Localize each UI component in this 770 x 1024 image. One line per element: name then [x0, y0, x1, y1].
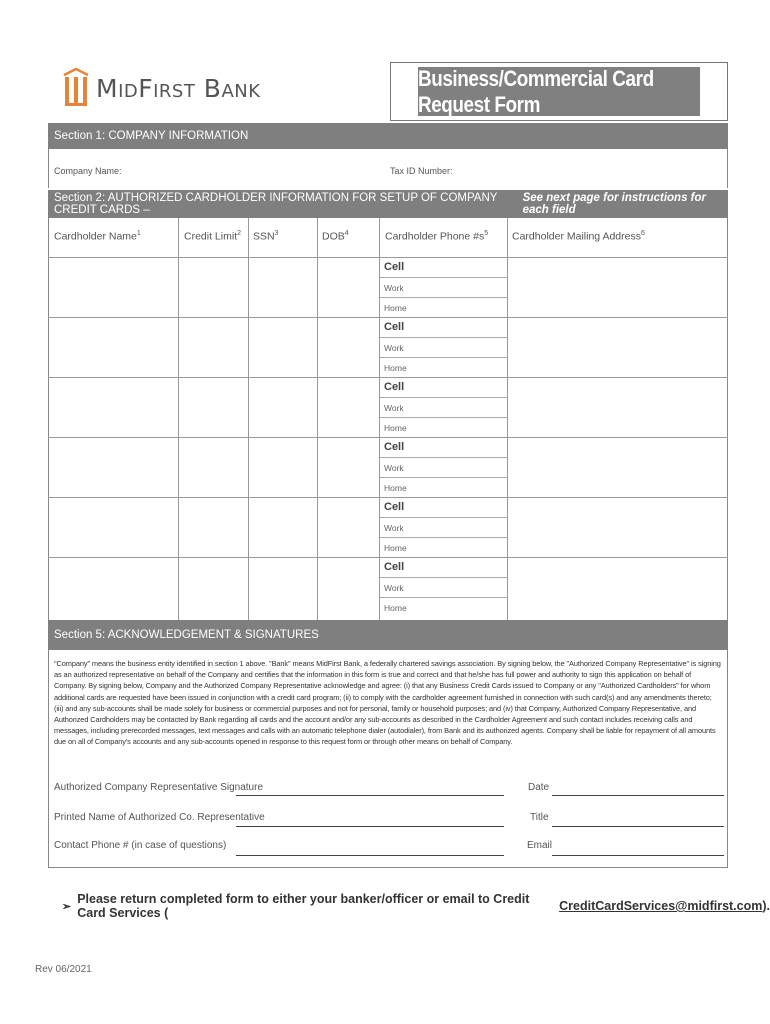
phone-work-label: Work — [384, 403, 404, 413]
email-line[interactable] — [552, 855, 724, 856]
phone-subline — [379, 457, 507, 458]
phone-subline — [379, 277, 507, 278]
return-instructions: ➢ Please return completed form to either your banker/officer or email to Credit Card Services ( CreditCardServices@midfirst.com ). — [62, 892, 770, 920]
col-phone: Cardholder Phone $\#s^5$ — [385, 230, 489, 243]
phone-cell-label: Cell — [384, 321, 405, 333]
phone-subline — [379, 597, 507, 598]
phone-subline — [379, 517, 507, 518]
phone-home-label: Home — [384, 363, 407, 373]
phone-work-label: Work — [384, 523, 404, 533]
column-divider — [248, 218, 249, 620]
email-link[interactable]: CreditCardServices@midfirst.com — [559, 899, 763, 913]
column-divider — [178, 218, 179, 620]
printed-name-label: Printed Name of Authorized Co. Representative — [54, 812, 265, 823]
phone-subline — [379, 537, 507, 538]
arrow-bullet-icon: ➢ — [62, 900, 72, 913]
phone-subline — [379, 397, 507, 398]
tax-id-label: Tax ID Number: — [390, 166, 453, 176]
title-line[interactable] — [552, 826, 724, 827]
date-line[interactable] — [552, 795, 724, 796]
form-title: Business/Commercial Card Request Form — [418, 67, 700, 116]
phone-subline — [379, 337, 507, 338]
phone-subline — [379, 477, 507, 478]
row-divider — [48, 437, 728, 438]
cardholder-table — [48, 218, 728, 620]
col-credit-limit: Credit Limit$^2$ — [184, 230, 242, 243]
column-divider — [507, 218, 508, 620]
title-label: Title — [530, 812, 549, 823]
col-dob: DOB$^4$ — [322, 230, 349, 243]
phone-home-label: Home — [384, 603, 407, 613]
form-title-box — [390, 62, 728, 121]
col-address: Cardholder Mailing Address$^6$ — [512, 230, 645, 243]
revision-date: Rev 06/2021 — [35, 964, 92, 975]
phone-cell-label: Cell — [384, 261, 405, 273]
section1-body — [48, 149, 728, 188]
phone-cell-label: Cell — [384, 441, 405, 453]
phone-cell-label: Cell — [384, 501, 405, 513]
phone-subline — [379, 357, 507, 358]
phone-work-label: Work — [384, 463, 404, 473]
signature-label: Authorized Company Representative Signature — [54, 782, 264, 793]
contact-phone-label: Contact Phone # (in case of questions) — [54, 840, 227, 851]
section2-title: Section 2: AUTHORIZED CARDHOLDER INFORMATION FOR SETUP OF COMPANY CREDIT CARDS – — [54, 192, 498, 216]
col-ssn: SSN$^3$ — [253, 230, 279, 243]
bank-name: MidFirst Bank — [96, 73, 261, 103]
phone-home-label: Home — [384, 483, 407, 493]
phone-cell-label: Cell — [384, 561, 405, 573]
phone-subline — [379, 297, 507, 298]
phone-home-label: Home — [384, 543, 407, 553]
acknowledgement-text: "Company" means the business entity identified in section 1 above. "Bank" means MidFirst Bank, a federally chartered savings association. By signing below, the "Authorized Company Representative" is signing as an authorized representative on behalf of the Company and certifies that the information in this form is true and correct and that he/she has full power and authority to sign this application on behalf of Company. By signing below, Company and the Authorized Company Representative acknowledge and agree: (i) that any Business Credit Cards issued to Company or any "Authorized Cardholders" for whom additional cards are requested have been issued in conjunction with a credit card program; (ii) to comply with the cardholder agreement furnished in connection with such card(s) and any amendments thereto; (iii) and any sub-accounts shall be made solely for business or commercial purposes and not for personal, family or household purposes; and (iv) that Company, Authorized Company Representative, and Authorized Cardholders may be contacted by Bank regarding all cards and the account and/or any sub-accounts as described in the Cardholder Agreement and such contact includes receiving calls and messages, including prerecorded messages, text messages and calls with an automatic telephone dialer (autodialer), from Bank and its authorized agents. Company shall be liable for repayment of all amounts due on all of Company's accounts and any sub-accounts opened in response to this request form or through other means on behalf of Company. — [54, 659, 721, 747]
printed-name-line[interactable] — [236, 826, 504, 827]
section5-title: Section 5: ACKNOWLEDGEMENT & SIGNATURES — [54, 629, 319, 641]
contact-phone-line[interactable] — [236, 855, 504, 856]
date-label: Date — [528, 782, 550, 793]
signature-line[interactable] — [236, 795, 504, 796]
company-name-label: Company Name: — [54, 166, 122, 176]
section1-header — [48, 123, 728, 149]
phone-work-label: Work — [384, 283, 404, 293]
grid-header-line — [48, 257, 728, 258]
phone-subline — [379, 577, 507, 578]
section1-title: Section 1: COMPANY INFORMATION — [54, 130, 249, 142]
phone-home-label: Home — [384, 303, 407, 313]
row-divider — [48, 497, 728, 498]
phone-home-label: Home — [384, 423, 407, 433]
section2-note: See next page for instructions for each field — [522, 192, 707, 216]
row-divider — [48, 377, 728, 378]
midfirst-m-icon — [62, 67, 90, 109]
email-label: Email — [527, 840, 553, 851]
row-divider — [48, 317, 728, 318]
phone-cell-label: Cell — [384, 381, 405, 393]
column-divider — [379, 218, 380, 620]
bank-logo — [62, 66, 261, 110]
section5-header — [48, 620, 728, 650]
phone-work-label: Work — [384, 583, 404, 593]
phone-subline — [379, 417, 507, 418]
section2-header — [48, 190, 728, 218]
phone-work-label: Work — [384, 343, 404, 353]
col-cardholder-name: Cardholder Name$^1$ — [54, 230, 141, 243]
column-divider — [317, 218, 318, 620]
row-divider — [48, 557, 728, 558]
